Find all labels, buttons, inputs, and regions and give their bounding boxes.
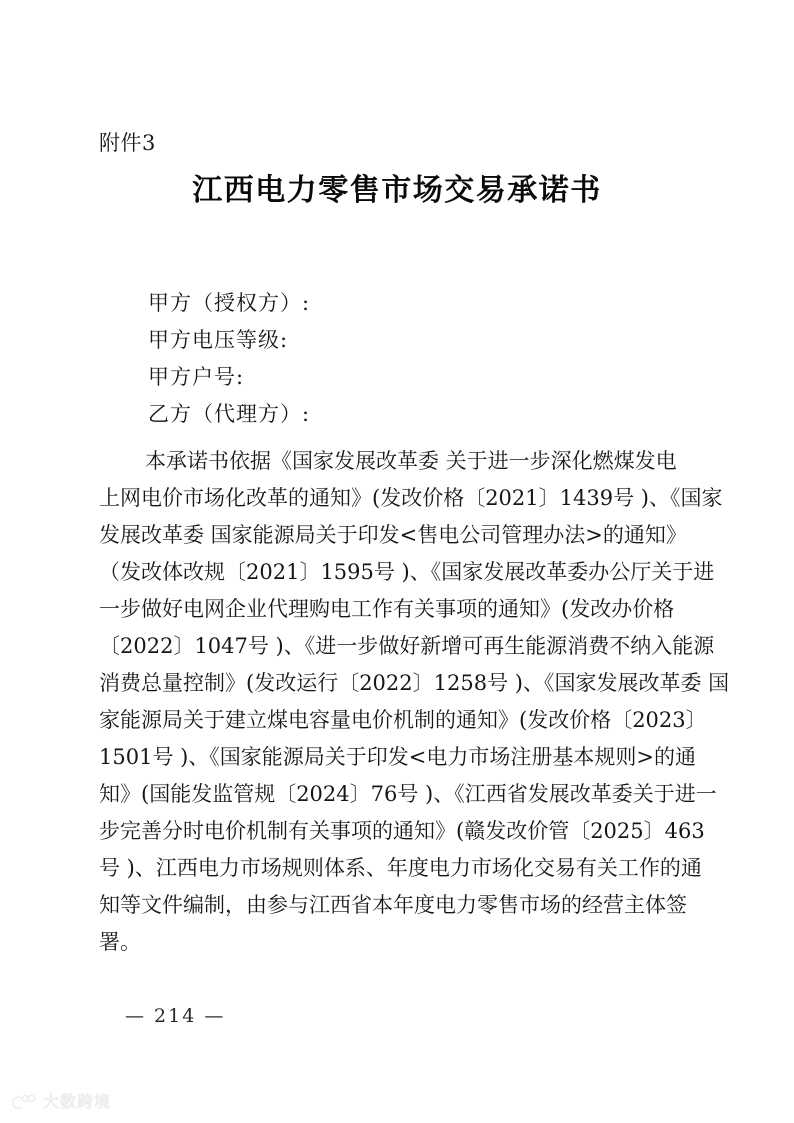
field-party-a-authorizer: 甲方（授权方）: — [148, 291, 311, 315]
body-line: 上网电价市场化改革的通知》(发改价格〔2021〕1439号 )、《国家 — [99, 486, 723, 510]
body-line: 家能源局关于建立煤电容量电价机制的通知》(发改价格〔2023〕 — [99, 708, 707, 732]
party-field-list — [99, 285, 697, 433]
body-line: 署。 — [99, 930, 141, 954]
watermark-logo-icon — [12, 1092, 38, 1112]
body-line: 发展改革委 国家能源局关于印发<售电公司管理办法>的通知》 — [99, 523, 687, 547]
field-party-b-agent: 乙方（代理方）: — [148, 402, 311, 426]
body-line: 〔2022〕1047号 )、《进一步做好新增可再生能源消费不纳入能源 — [99, 634, 715, 658]
body-line: 步完善分时电价机制有关事项的通知》(赣发改价管〔2025〕463 — [99, 819, 705, 843]
body-line: （发改体改规〔2021〕1595号 )、《国家发展改革委办公厅关于进 — [99, 560, 715, 584]
body-line: 知等文件编制，由参与江西省本年度电力零售市场的经营主体签 — [99, 893, 687, 917]
body-paragraph — [99, 443, 730, 961]
body-line: 一步做好电网企业代理购电工作有关事项的通知》(发改办价格 — [99, 597, 675, 621]
body-line: 本承诺书依据《国家发展改革委 关于进一步深化燃煤发电 — [145, 449, 677, 473]
page-number: — 214 — — [125, 1005, 226, 1027]
body-line: 1501号 )、《国家能源局关于印发<电力市场注册基本规则>的通 — [99, 745, 697, 769]
field-party-a-account-number: 甲方户号: — [148, 365, 245, 389]
body-line: 消费总量控制》(发改运行〔2022〕1258号 )、《国家发展改革委 国 — [99, 671, 730, 695]
body-line: 号 )、江西电力市场规则体系、年度电力市场化交易有关工作的通 — [99, 856, 702, 880]
page-title: 江西电力零售市场交易承诺书 — [192, 173, 602, 208]
body-line: 知》(国能发监管规〔2024〕76号 )、《江西省发展改革委关于进一 — [99, 782, 717, 806]
attachment-label: 附件3 — [99, 131, 156, 155]
field-party-a-voltage-level: 甲方电压等级: — [148, 328, 289, 352]
watermark — [12, 1092, 111, 1112]
watermark-text: 大数跨境 — [43, 1092, 112, 1111]
